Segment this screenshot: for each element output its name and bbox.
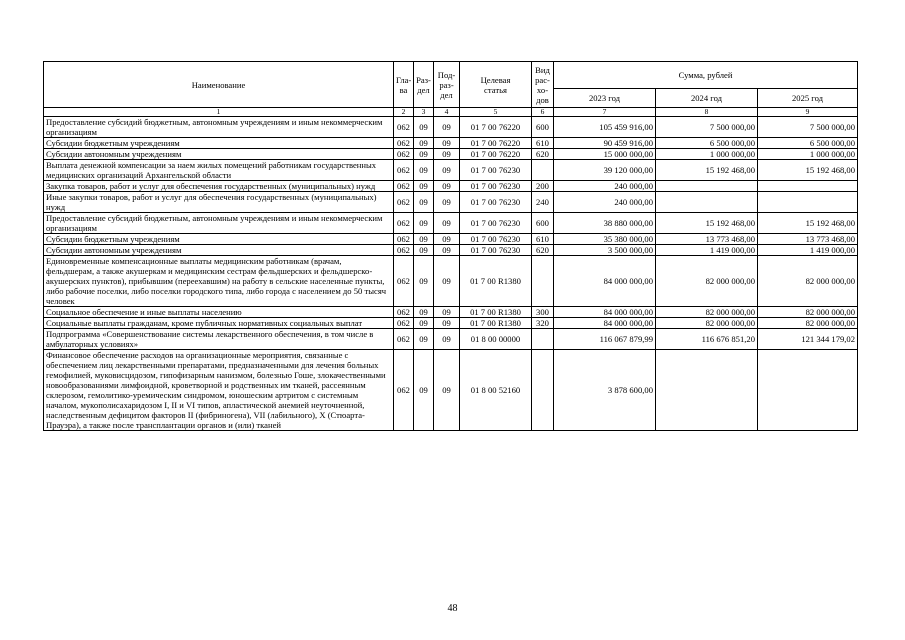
row-sum-2023: 39 120 000,00 (554, 160, 656, 181)
row-glava: 062 (394, 213, 414, 234)
row-podrazdel: 09 (434, 117, 460, 138)
row-sum-2023: 84 000 000,00 (554, 318, 656, 329)
row-sum-2023: 105 459 916,00 (554, 117, 656, 138)
table-row (44, 181, 858, 192)
row-glava: 062 (394, 318, 414, 329)
table-row (44, 160, 858, 181)
row-sum-2025 (758, 181, 858, 192)
row-tselevaya-statya: 01 8 00 52160 (460, 350, 532, 431)
row-glava: 062 (394, 245, 414, 256)
row-glava: 062 (394, 138, 414, 149)
header-year-2023: 2023 год (554, 89, 656, 108)
row-sum-2025 (758, 192, 858, 213)
row-name: Предоставление субсидий бюджетным, автономным учреждениям и иным некоммерческим организациям (44, 117, 394, 138)
row-sum-2023: 116 067 879,99 (554, 329, 656, 350)
row-tselevaya-statya: 01 7 00 76220 (460, 138, 532, 149)
row-sum-2025: 15 192 468,00 (758, 213, 858, 234)
row-sum-2025: 82 000 000,00 (758, 318, 858, 329)
row-razdel: 09 (414, 181, 434, 192)
row-sum-2025 (758, 350, 858, 431)
table-row (44, 245, 858, 256)
header-summa: Сумма, рублей (554, 62, 858, 89)
row-razdel: 09 (414, 245, 434, 256)
row-sum-2024: 15 192 468,00 (656, 160, 758, 181)
row-glava: 062 (394, 329, 414, 350)
row-razdel: 09 (414, 256, 434, 307)
row-tselevaya-statya: 01 8 00 00000 (460, 329, 532, 350)
row-sum-2025: 1 419 000,00 (758, 245, 858, 256)
row-tselevaya-statya: 01 7 00 76230 (460, 181, 532, 192)
table-row (44, 213, 858, 234)
column-number: 9 (758, 108, 858, 117)
row-sum-2024: 6 500 000,00 (656, 138, 758, 149)
row-sum-2023: 3 500 000,00 (554, 245, 656, 256)
row-sum-2025: 82 000 000,00 (758, 256, 858, 307)
row-podrazdel: 09 (434, 181, 460, 192)
row-sum-2023: 15 000 000,00 (554, 149, 656, 160)
row-podrazdel: 09 (434, 329, 460, 350)
column-number: 1 (44, 108, 394, 117)
table-row (44, 117, 858, 138)
row-razdel: 09 (414, 234, 434, 245)
table-row (44, 329, 858, 350)
row-name: Иные закупки товаров, работ и услуг для обеспечения государственных (муниципальных) нужд (44, 192, 394, 213)
row-vid-raskhodov: 320 (532, 318, 554, 329)
row-name: Социальные выплаты гражданам, кроме публичных нормативных социальных выплат (44, 318, 394, 329)
row-razdel: 09 (414, 307, 434, 318)
table-row (44, 192, 858, 213)
row-glava: 062 (394, 181, 414, 192)
row-podrazdel: 09 (434, 160, 460, 181)
row-sum-2024: 7 500 000,00 (656, 117, 758, 138)
row-sum-2024: 82 000 000,00 (656, 318, 758, 329)
row-razdel: 09 (414, 149, 434, 160)
row-glava: 062 (394, 307, 414, 318)
row-sum-2024: 13 773 468,00 (656, 234, 758, 245)
column-number: 8 (656, 108, 758, 117)
row-sum-2025: 82 000 000,00 (758, 307, 858, 318)
row-sum-2024 (656, 192, 758, 213)
row-razdel: 09 (414, 117, 434, 138)
column-number: 4 (434, 108, 460, 117)
row-glava: 062 (394, 149, 414, 160)
row-vid-raskhodov (532, 256, 554, 307)
row-name: Предоставление субсидий бюджетным, автономным учреждениям и иным некоммерческим организациям (44, 213, 394, 234)
row-sum-2023: 240 000,00 (554, 192, 656, 213)
column-number: 3 (414, 108, 434, 117)
row-vid-raskhodov: 620 (532, 245, 554, 256)
row-podrazdel: 09 (434, 245, 460, 256)
row-tselevaya-statya: 01 7 00 76220 (460, 149, 532, 160)
row-sum-2024: 1 419 000,00 (656, 245, 758, 256)
row-glava: 062 (394, 117, 414, 138)
row-razdel: 09 (414, 160, 434, 181)
table-row (44, 256, 858, 307)
row-vid-raskhodov (532, 350, 554, 431)
row-sum-2023: 38 880 000,00 (554, 213, 656, 234)
row-tselevaya-statya: 01 7 00 76230 (460, 160, 532, 181)
row-vid-raskhodov: 620 (532, 149, 554, 160)
row-sum-2025: 15 192 468,00 (758, 160, 858, 181)
row-name: Субсидии автономным учреждениям (44, 149, 394, 160)
row-podrazdel: 09 (434, 149, 460, 160)
row-sum-2024 (656, 181, 758, 192)
row-podrazdel: 09 (434, 318, 460, 329)
row-glava: 062 (394, 256, 414, 307)
row-tselevaya-statya: 01 7 00 R1380 (460, 256, 532, 307)
table-row (44, 307, 858, 318)
row-vid-raskhodov: 200 (532, 181, 554, 192)
header-podrazdel: Под- раз- дел (434, 62, 460, 108)
row-sum-2024 (656, 350, 758, 431)
row-podrazdel: 09 (434, 256, 460, 307)
row-razdel: 09 (414, 192, 434, 213)
row-name: Субсидии бюджетным учреждениям (44, 234, 394, 245)
header-glava: Гла- ва (394, 62, 414, 108)
column-number: 6 (532, 108, 554, 117)
row-podrazdel: 09 (434, 234, 460, 245)
row-sum-2023: 84 000 000,00 (554, 256, 656, 307)
row-name: Подпрограмма «Совершенствование системы лекарственного обеспечения, в том числе в амбулаторных условиях» (44, 329, 394, 350)
budget-table (43, 61, 858, 431)
header-year-2024: 2024 год (656, 89, 758, 108)
row-tselevaya-statya: 01 7 00 76220 (460, 117, 532, 138)
row-podrazdel: 09 (434, 213, 460, 234)
row-glava: 062 (394, 350, 414, 431)
row-name: Социальное обеспечение и иные выплаты населению (44, 307, 394, 318)
row-razdel: 09 (414, 350, 434, 431)
table-row (44, 234, 858, 245)
header-vid-raskhodov: Вид рас- хо- дов (532, 62, 554, 108)
row-tselevaya-statya: 01 7 00 R1380 (460, 307, 532, 318)
row-tselevaya-statya: 01 7 00 76230 (460, 192, 532, 213)
row-glava: 062 (394, 234, 414, 245)
header-year-2025: 2025 год (758, 89, 858, 108)
row-sum-2025: 1 000 000,00 (758, 149, 858, 160)
header-name: Наименование (44, 62, 394, 108)
row-vid-raskhodov: 610 (532, 138, 554, 149)
row-vid-raskhodov: 600 (532, 213, 554, 234)
row-glava: 062 (394, 192, 414, 213)
row-tselevaya-statya: 01 7 00 76230 (460, 234, 532, 245)
row-sum-2025: 121 344 179,02 (758, 329, 858, 350)
row-razdel: 09 (414, 318, 434, 329)
column-number: 5 (460, 108, 532, 117)
row-name: Субсидии бюджетным учреждениям (44, 138, 394, 149)
column-number: 2 (394, 108, 414, 117)
row-sum-2025: 6 500 000,00 (758, 138, 858, 149)
row-name: Единовременные компенсационные выплаты медицинским работникам (врачам, фельдшерам, а также акушеркам и медицинским сестрам фельдшерских и фельдшерско-акушерских пунктов), прибывшим (переехавшим) на работу в сельские населенные пункты, либо рабочие поселки, либо поселки городского типа, либо города с населением до 50 тысяч человек (44, 256, 394, 307)
row-podrazdel: 09 (434, 350, 460, 431)
row-tselevaya-statya: 01 7 00 R1380 (460, 318, 532, 329)
row-razdel: 09 (414, 138, 434, 149)
table-row (44, 318, 858, 329)
row-sum-2025: 7 500 000,00 (758, 117, 858, 138)
row-vid-raskhodov: 600 (532, 117, 554, 138)
row-name: Закупка товаров, работ и услуг для обеспечения государственных (муниципальных) нужд (44, 181, 394, 192)
row-name: Субсидии автономным учреждениям (44, 245, 394, 256)
row-sum-2023: 35 380 000,00 (554, 234, 656, 245)
column-numbers-row (44, 108, 858, 117)
table-row (44, 350, 858, 431)
page-number: 48 (447, 603, 458, 614)
row-podrazdel: 09 (434, 307, 460, 318)
row-sum-2023: 3 878 600,00 (554, 350, 656, 431)
header-tselevaya-statya: Целевая статья (460, 62, 532, 108)
row-sum-2024: 82 000 000,00 (656, 307, 758, 318)
row-vid-raskhodov (532, 160, 554, 181)
row-razdel: 09 (414, 213, 434, 234)
row-sum-2023: 84 000 000,00 (554, 307, 656, 318)
row-sum-2024: 82 000 000,00 (656, 256, 758, 307)
row-podrazdel: 09 (434, 192, 460, 213)
row-razdel: 09 (414, 329, 434, 350)
row-vid-raskhodov: 610 (532, 234, 554, 245)
row-sum-2024: 15 192 468,00 (656, 213, 758, 234)
row-sum-2023: 240 000,00 (554, 181, 656, 192)
row-sum-2023: 90 459 916,00 (554, 138, 656, 149)
row-sum-2024: 116 676 851,20 (656, 329, 758, 350)
table-row (44, 149, 858, 160)
row-tselevaya-statya: 01 7 00 76230 (460, 213, 532, 234)
row-vid-raskhodov: 240 (532, 192, 554, 213)
row-vid-raskhodov: 300 (532, 307, 554, 318)
row-vid-raskhodov (532, 329, 554, 350)
row-sum-2025: 13 773 468,00 (758, 234, 858, 245)
row-name: Финансовое обеспечение расходов на организационные мероприятия, связанные с обеспечением лиц лекарственными препаратами, предназначенными для лечения больных гемофилией, муковисцидозом, гипофизарным нанизмом, болезнью Гоше, злокачественными новообразованиями лимфоидной, кроветворной и родственных им тканей, рассеянным склерозом, гемолитико-уремическим синдромом, юношеским артритом с системным началом, мукополисахаридозом I, II и VI типов, апластической анемией неуточненной, наследственным дефицитом факторов II (фибриногена), VII (лабильного), X (Стюарта-Прауэра), а также после трансплантации органов и (или) тканей (44, 350, 394, 431)
row-podrazdel: 09 (434, 138, 460, 149)
table-row (44, 138, 858, 149)
row-tselevaya-statya: 01 7 00 76230 (460, 245, 532, 256)
row-name: Выплата денежной компенсации за наем жилых помещений работникам государственных медицинских организаций Архангельской области (44, 160, 394, 181)
header-razdel: Раз- дел (414, 62, 434, 108)
column-number: 7 (554, 108, 656, 117)
row-glava: 062 (394, 160, 414, 181)
row-sum-2024: 1 000 000,00 (656, 149, 758, 160)
